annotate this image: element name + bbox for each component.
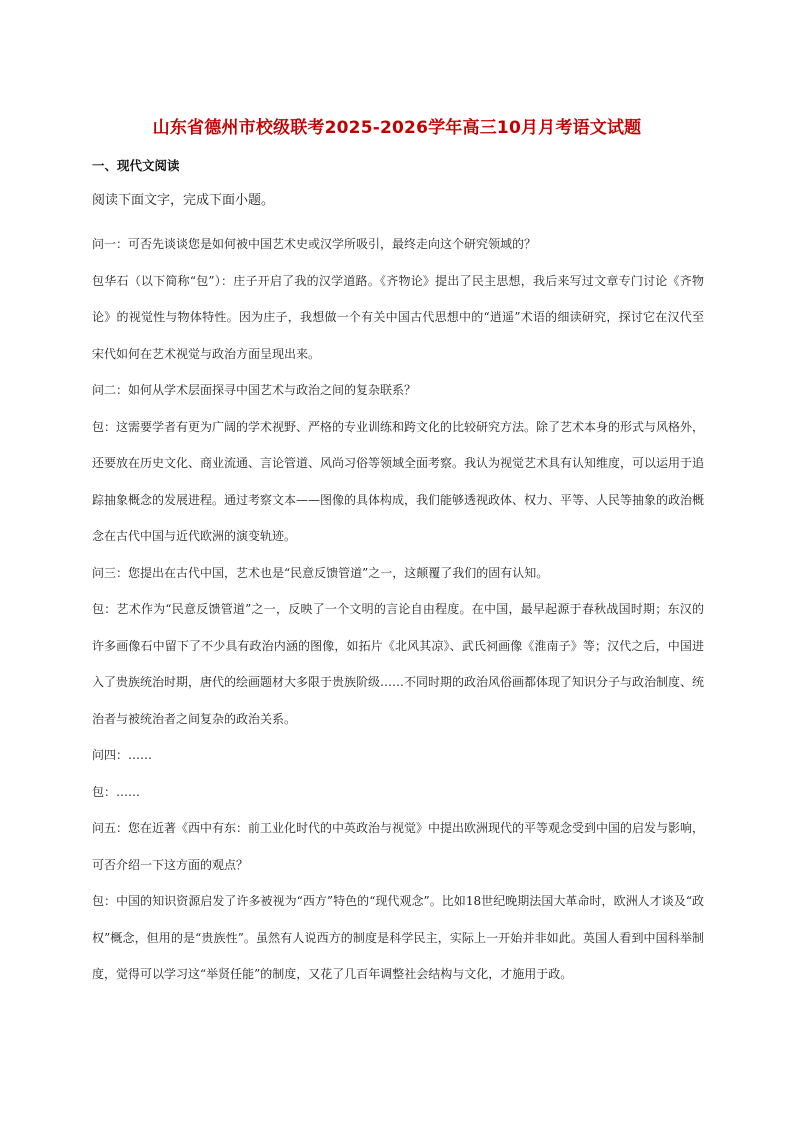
answer-3: 包：艺术作为“民意反馈管道”之一，反映了一个文明的言论自由程度。在中国，最早起源于春秋战国时期；东汉的许多画像石中留下了不少具有政治内涵的图像，如拓片《北风其凉》、武氏祠画像《淮南子》等；汉代之后，中国进入了贵族统治时期，唐代的绘画题材大多限于贵族阶级……不同时期的政治风俗画都体现了知识分子与政治制度、统治者与被统治者之间复杂的政治关系。 [92, 602, 705, 726]
answer-4: 包：…… [92, 784, 141, 799]
answer-2: 包：这需要学者有更为广阔的学术视野、严格的专业训练和跨文化的比较研究方法。除了艺术本身的形式与风格外，还要放在历史文化、商业流通、言论管道、风尚习俗等领域全面考察。我认为视觉艺术具有认知维度，可以运用于追踪抽象概念的发展进程。通过考察文本——图像的具体构成，我们能够透视政体、权力、平等、人民等抽象的政治概念在古代中国与近代欧洲的演变轨迹。 [92, 419, 705, 543]
question-1: 问一：可否先谈谈您是如何被中国艺术史或汉学所吸引，最终走向这个研究领域的？ [92, 237, 537, 251]
answer-5: 包：中国的知识资源启发了许多被视为“西方”特色的“现代观念”。比如18世纪晚期法国大革命时，欧洲人才谈及“政权”概念，但用的是“贵族性”。虽然有人说西方的制度是科学民主，实际上一开始并非如此。英国人看到中国科举制度，觉得可以学习这“举贤任能”的制度，又花了几百年调整社会结构与文化，才施用于政。 [92, 894, 704, 981]
article-body [92, 226, 704, 993]
question-5: 问五：您在近著《西中有东：前工业化时代的中英政治与视觉》中提出欧洲现代的平等观念受到中国的启发与影响，可否介绍一下这方面的观点？ [92, 821, 705, 872]
question-3: 问三：您提出在古代中国，艺术也是“民意反馈管道”之一，这颠覆了我们的固有认知。 [92, 565, 549, 580]
question-2: 问二：如何从学术层面探寻中国艺术与政治之间的复杂联系？ [92, 383, 417, 397]
answer-1: 包华石（以下简称“包”）：庄子开启了我的汉学道路。《齐物论》提出了民主思想，我后来写过文章专门讨论《齐物论》的视觉性与物体特性。因为庄子，我想做一个有关中国古代思想中的“逍遥”术语的细读研究，探讨它在汉代至宋代如何在艺术视觉与政治方面呈现出来。 [92, 273, 704, 361]
document-title: 山东省德州市校级联考2025-2026学年高三10月月考语文试题 [152, 118, 642, 138]
question-4: 问四：…… [92, 748, 153, 762]
section-heading: 一、现代文阅读 [92, 158, 180, 173]
reading-instruction: 阅读下面文字，完成下面小题。 [92, 193, 275, 208]
